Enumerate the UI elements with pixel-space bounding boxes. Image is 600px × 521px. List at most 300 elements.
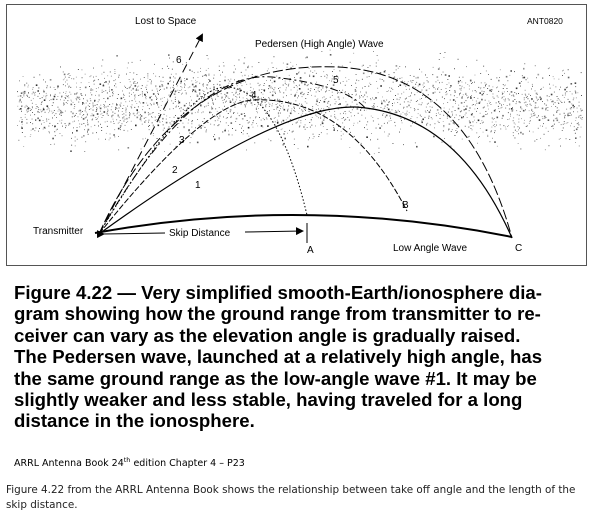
- ionosphere-speckle: [259, 117, 260, 118]
- ionosphere-speckle: [91, 126, 92, 127]
- ionosphere-speckle: [96, 109, 97, 110]
- ionosphere-speckle: [573, 111, 574, 112]
- ionosphere-speckle: [116, 87, 117, 88]
- ionosphere-speckle: [452, 114, 453, 115]
- ionosphere-speckle: [381, 101, 382, 102]
- ionosphere-speckle: [327, 129, 328, 130]
- ionosphere-speckle: [438, 113, 439, 114]
- ionosphere-speckle: [295, 111, 296, 112]
- ionosphere-speckle: [212, 100, 213, 101]
- ionosphere-speckle: [480, 73, 481, 74]
- ionosphere-speckle: [269, 85, 271, 87]
- ionosphere-speckle: [473, 126, 474, 127]
- ionosphere-speckle: [315, 96, 316, 97]
- ionosphere-speckle: [126, 109, 127, 110]
- ionosphere-speckle: [530, 95, 531, 96]
- ionosphere-speckle: [548, 119, 550, 121]
- ionosphere-speckle: [25, 117, 26, 118]
- ionosphere-speckle: [407, 111, 408, 112]
- ionosphere-speckle: [34, 130, 35, 131]
- ionosphere-speckle: [465, 114, 466, 115]
- ionosphere-speckle: [272, 82, 273, 83]
- ionosphere-speckle: [106, 107, 107, 108]
- ionosphere-speckle: [509, 104, 510, 105]
- ionosphere-speckle: [520, 106, 521, 107]
- ionosphere-speckle: [247, 102, 248, 103]
- ionosphere-speckle: [287, 117, 288, 118]
- ionosphere-speckle: [274, 81, 276, 83]
- ionosphere-speckle: [170, 92, 171, 93]
- ionosphere-speckle: [147, 85, 148, 86]
- ionosphere-speckle: [129, 87, 130, 88]
- ionosphere-speckle: [128, 147, 130, 149]
- ionosphere-speckle: [20, 99, 21, 100]
- ionosphere-speckle: [22, 132, 23, 133]
- ionosphere-speckle: [443, 121, 444, 122]
- ionosphere-speckle: [54, 96, 56, 98]
- ionosphere-speckle: [211, 107, 212, 108]
- ionosphere-speckle: [189, 133, 190, 134]
- ionosphere-speckle: [206, 87, 207, 88]
- ionosphere-speckle: [151, 81, 152, 82]
- ionosphere-speckle: [491, 91, 492, 92]
- ionosphere-speckle: [325, 91, 326, 92]
- ionosphere-speckle: [156, 97, 157, 98]
- ionosphere-speckle: [98, 87, 99, 88]
- ionosphere-speckle: [582, 110, 583, 111]
- ionosphere-speckle: [155, 96, 156, 97]
- ionosphere-speckle: [362, 88, 363, 89]
- ionosphere-speckle: [554, 124, 555, 125]
- ionosphere-speckle: [95, 117, 96, 118]
- ionosphere-speckle: [525, 102, 526, 103]
- ionosphere-speckle: [444, 138, 445, 139]
- ionosphere-speckle: [551, 94, 553, 96]
- ionosphere-speckle: [142, 96, 143, 97]
- ionosphere-speckle: [213, 104, 214, 105]
- ionosphere-speckle: [519, 115, 520, 116]
- ionosphere-speckle: [265, 99, 266, 100]
- ionosphere-speckle: [162, 121, 163, 122]
- ionosphere-speckle: [21, 127, 23, 129]
- ionosphere-speckle: [367, 77, 368, 78]
- ionosphere-speckle: [55, 94, 56, 95]
- ionosphere-speckle: [360, 97, 361, 98]
- ionosphere-speckle: [242, 85, 243, 86]
- ionosphere-speckle: [498, 102, 499, 103]
- ionosphere-speckle: [116, 104, 118, 106]
- ionosphere-speckle: [219, 124, 220, 125]
- ionosphere-speckle: [359, 98, 360, 99]
- ionosphere-speckle: [410, 75, 411, 76]
- ionosphere-speckle: [95, 95, 96, 96]
- ionosphere-speckle: [232, 99, 233, 100]
- ionosphere-speckle: [542, 126, 543, 127]
- ionosphere-speckle: [324, 118, 325, 119]
- ionosphere-speckle: [382, 115, 383, 116]
- ionosphere-speckle: [25, 107, 26, 108]
- ionosphere-speckle: [27, 95, 28, 96]
- ionosphere-speckle: [139, 115, 140, 116]
- ionosphere-speckle: [220, 116, 221, 117]
- ionosphere-speckle: [134, 95, 135, 96]
- ionosphere-speckle: [504, 96, 505, 97]
- ionosphere-speckle: [408, 101, 409, 102]
- ionosphere-speckle: [421, 104, 422, 105]
- ionosphere-speckle: [365, 86, 366, 87]
- ionosphere-speckle: [21, 111, 22, 112]
- ionosphere-speckle: [257, 97, 259, 99]
- ionosphere-speckle: [229, 88, 230, 89]
- ionosphere-speckle: [393, 143, 394, 144]
- ionosphere-speckle: [180, 81, 182, 83]
- ionosphere-speckle: [427, 77, 428, 78]
- ionosphere-speckle: [303, 126, 305, 128]
- ionosphere-speckle: [241, 132, 242, 133]
- ionosphere-speckle: [72, 113, 74, 115]
- ionosphere-speckle: [498, 106, 499, 107]
- ionosphere-speckle: [186, 118, 187, 119]
- ionosphere-speckle: [338, 96, 340, 98]
- ionosphere-speckle: [228, 79, 229, 80]
- ionosphere-speckle: [549, 96, 550, 97]
- lost-to-space-label: Lost to Space: [135, 16, 197, 27]
- ionosphere-speckle: [560, 114, 561, 115]
- ionosphere-speckle: [279, 99, 280, 100]
- ionosphere-speckle: [275, 117, 276, 118]
- ray-number-2: 2: [172, 165, 178, 176]
- ionosphere-speckle: [52, 138, 54, 140]
- ionosphere-speckle: [223, 117, 224, 118]
- ionosphere-speckle: [111, 109, 112, 110]
- ionosphere-speckle: [513, 135, 514, 136]
- ionosphere-speckle: [94, 101, 95, 102]
- ionosphere-speckle: [252, 74, 253, 75]
- ionosphere-speckle: [136, 83, 137, 84]
- ionosphere-speckle: [82, 104, 83, 105]
- ionosphere-speckle: [98, 139, 99, 140]
- ionosphere-speckle: [30, 134, 31, 135]
- ionosphere-speckle: [419, 84, 421, 86]
- ionosphere-speckle: [236, 97, 237, 98]
- ionosphere-speckle: [245, 75, 246, 76]
- ionosphere-speckle: [403, 108, 404, 109]
- ionosphere-speckle: [458, 119, 459, 120]
- ionosphere-speckle: [503, 125, 504, 126]
- ionosphere-speckle: [197, 81, 198, 82]
- ionosphere-speckle: [357, 104, 358, 105]
- ionosphere-speckle: [103, 84, 104, 85]
- ionosphere-speckle: [90, 92, 91, 93]
- ionosphere-speckle: [184, 87, 185, 88]
- ionosphere-speckle: [403, 112, 404, 113]
- ionosphere-speckle: [425, 111, 426, 112]
- ionosphere-speckle: [567, 114, 568, 115]
- ionosphere-speckle: [82, 111, 83, 112]
- ionosphere-speckle: [272, 95, 274, 97]
- ionosphere-speckle: [175, 115, 176, 116]
- ionosphere-speckle: [165, 110, 166, 111]
- ionosphere-speckle: [488, 109, 489, 110]
- ionosphere-speckle: [310, 71, 311, 72]
- ionosphere-speckle: [395, 125, 396, 126]
- ionosphere-speckle: [557, 100, 558, 101]
- ionosphere-speckle: [49, 131, 50, 132]
- ionosphere-speckle: [38, 107, 39, 108]
- ionosphere-speckle: [505, 85, 506, 86]
- ionosphere-speckle: [354, 100, 355, 101]
- ionosphere-speckle: [189, 105, 190, 106]
- ionosphere-speckle: [256, 116, 257, 117]
- ionosphere-speckle: [474, 97, 475, 98]
- ionosphere-speckle: [581, 110, 582, 111]
- ionosphere-speckle: [363, 73, 365, 75]
- ionosphere-speckle: [460, 111, 461, 112]
- ionosphere-speckle: [352, 94, 353, 95]
- ionosphere-speckle: [148, 112, 149, 113]
- source-prefix: ARRL Antenna Book 24: [14, 458, 124, 470]
- ionosphere-speckle: [509, 75, 510, 76]
- ionosphere-speckle: [481, 120, 482, 121]
- ionosphere-speckle: [135, 95, 136, 96]
- ionosphere-speckle: [387, 91, 388, 92]
- ionosphere-speckle: [280, 92, 281, 93]
- ionosphere-speckle: [395, 112, 396, 113]
- ionosphere-speckle: [147, 76, 148, 77]
- ionosphere-speckle: [68, 125, 69, 126]
- ionosphere-speckle: [537, 100, 538, 101]
- ionosphere-speckle: [542, 101, 543, 102]
- ionosphere-speckle: [321, 89, 322, 90]
- ionosphere-speckle: [564, 73, 565, 74]
- ionosphere-speckle: [208, 122, 209, 123]
- ionosphere-speckle: [267, 119, 268, 120]
- ionosphere-speckle: [85, 141, 86, 142]
- ionosphere-speckle: [536, 97, 537, 98]
- ionosphere-speckle: [460, 85, 461, 86]
- ionosphere-speckle: [197, 94, 198, 95]
- ionosphere-speckle: [574, 130, 575, 131]
- ionosphere-speckle: [170, 144, 171, 145]
- ionosphere-speckle: [299, 88, 301, 90]
- ionosphere-speckle: [410, 81, 411, 82]
- ionosphere-speckle: [192, 120, 193, 121]
- ionosphere-speckle: [224, 106, 225, 107]
- ionosphere-speckle: [343, 81, 344, 82]
- ionosphere-speckle: [124, 99, 125, 100]
- ionosphere-speckle: [523, 110, 525, 112]
- ionosphere-speckle: [107, 126, 108, 127]
- ionosphere-speckle: [280, 113, 281, 114]
- ionosphere-speckle: [382, 79, 383, 80]
- ionosphere-speckle: [65, 111, 66, 112]
- ionosphere-speckle: [499, 111, 500, 112]
- ionosphere-speckle: [28, 92, 29, 93]
- ionosphere-speckle: [32, 119, 33, 120]
- ionosphere-speckle: [32, 103, 33, 104]
- ionosphere-speckle: [87, 122, 88, 123]
- ionosphere-speckle: [380, 85, 382, 87]
- ionosphere-speckle: [580, 115, 581, 116]
- ionosphere-speckle: [426, 112, 427, 113]
- ray-number-1: 1: [195, 180, 201, 191]
- ionosphere-speckle: [57, 87, 58, 88]
- ionosphere-speckle: [553, 85, 554, 86]
- ionosphere-speckle: [329, 90, 330, 91]
- ionosphere-speckle: [462, 139, 463, 140]
- ionosphere-speckle: [76, 87, 77, 88]
- ionosphere-speckle: [439, 68, 440, 69]
- ionosphere-speckle: [147, 92, 148, 93]
- ionosphere-speckle: [470, 97, 472, 99]
- ionosphere-speckle: [408, 81, 409, 82]
- ionosphere-speckle: [301, 104, 302, 105]
- ionosphere-speckle: [185, 90, 186, 91]
- ionosphere-speckle: [387, 104, 389, 106]
- ionosphere-speckle: [202, 84, 203, 85]
- ionosphere-speckle: [419, 69, 420, 70]
- ionosphere-speckle: [399, 66, 400, 67]
- ionosphere-speckle: [101, 127, 102, 128]
- ionosphere-speckle: [140, 118, 142, 120]
- ionosphere-speckle: [159, 76, 160, 77]
- ionosphere-speckle: [491, 112, 492, 113]
- ray-number-5: 5: [333, 75, 339, 86]
- ionosphere-speckle: [450, 100, 451, 101]
- ionosphere-speckle: [277, 120, 278, 121]
- ionosphere-speckle: [351, 116, 352, 117]
- ionosphere-speckle: [498, 108, 499, 109]
- ionosphere-speckle: [87, 132, 88, 133]
- ionosphere-speckle: [107, 109, 108, 110]
- ionosphere-speckle: [265, 106, 266, 107]
- ionosphere-speckle: [551, 101, 552, 102]
- ionosphere-speckle: [189, 103, 190, 104]
- ionosphere-speckle: [504, 85, 505, 86]
- ionosphere-speckle: [356, 80, 357, 81]
- ionosphere-speckle: [540, 125, 541, 126]
- ionosphere-speckle: [135, 101, 136, 102]
- ionosphere-speckle: [136, 89, 138, 91]
- ionosphere-speckle: [36, 84, 38, 86]
- ionosphere-speckle: [320, 118, 321, 119]
- ionosphere-speckle: [65, 98, 66, 99]
- ionosphere-speckle: [376, 63, 377, 64]
- ionosphere-speckle: [396, 112, 398, 114]
- ionosphere-speckle: [181, 107, 182, 108]
- ionosphere-speckle: [483, 122, 484, 123]
- ionosphere-speckle: [120, 82, 121, 83]
- ionosphere-speckle: [286, 119, 287, 120]
- ionosphere-speckle: [342, 66, 343, 67]
- ionosphere-speckle: [467, 84, 468, 85]
- ionosphere-speckle: [520, 86, 521, 87]
- ionosphere-speckle: [39, 93, 40, 94]
- ionosphere-speckle: [168, 100, 169, 101]
- ionosphere-speckle: [169, 127, 170, 128]
- ionosphere-speckle: [155, 86, 156, 87]
- ionosphere-speckle: [41, 102, 42, 103]
- ionosphere-speckle: [532, 84, 533, 85]
- ionosphere-speckle: [334, 69, 335, 70]
- ionosphere-speckle: [42, 111, 43, 112]
- ionosphere-speckle: [57, 123, 58, 124]
- ionosphere-speckle: [387, 123, 388, 124]
- ionosphere-speckle: [483, 66, 484, 67]
- ionosphere-speckle: [418, 113, 419, 114]
- ionosphere-speckle: [114, 69, 115, 70]
- ionosphere-speckle: [293, 131, 294, 132]
- ionosphere-speckle: [311, 119, 312, 120]
- ionosphere-speckle: [179, 108, 180, 109]
- ionosphere-speckle: [191, 113, 193, 115]
- ionosphere-speckle: [178, 103, 179, 104]
- ionosphere-diagram: [7, 5, 588, 267]
- ionosphere-speckle: [232, 92, 233, 93]
- ionosphere-speckle: [35, 128, 36, 129]
- ionosphere-speckle: [48, 119, 49, 120]
- ionosphere-speckle: [154, 103, 155, 104]
- ionosphere-speckle: [299, 108, 300, 109]
- ionosphere-speckle: [447, 116, 448, 117]
- ionosphere-speckle: [234, 103, 235, 104]
- ionosphere-speckle: [487, 136, 488, 137]
- ionosphere-speckle: [105, 122, 106, 123]
- ionosphere-speckle: [475, 105, 476, 106]
- ionosphere-speckle: [158, 107, 159, 108]
- ionosphere-speckle: [445, 74, 447, 76]
- ionosphere-speckle: [364, 127, 365, 128]
- ionosphere-speckle: [133, 79, 134, 80]
- ionosphere-speckle: [320, 124, 321, 125]
- ionosphere-speckle: [503, 84, 504, 85]
- ionosphere-speckle: [90, 108, 91, 109]
- ionosphere-speckle: [410, 118, 411, 119]
- ionosphere-speckle: [495, 126, 496, 127]
- ionosphere-speckle: [226, 122, 227, 123]
- ionosphere-speckle: [343, 117, 344, 118]
- ionosphere-speckle: [169, 117, 170, 118]
- ionosphere-speckle: [384, 132, 385, 133]
- ionosphere-speckle: [125, 119, 126, 120]
- ionosphere-speckle: [174, 93, 176, 95]
- ionosphere-speckle: [180, 83, 181, 84]
- ionosphere-speckle: [55, 89, 56, 90]
- ionosphere-speckle: [392, 89, 393, 90]
- ionosphere-speckle: [570, 102, 571, 103]
- ionosphere-speckle: [162, 98, 163, 99]
- ionosphere-speckle: [337, 130, 338, 131]
- ionosphere-speckle: [78, 98, 79, 99]
- ionosphere-speckle: [270, 80, 271, 81]
- ionosphere-speckle: [83, 98, 84, 99]
- ionosphere-speckle: [152, 90, 153, 91]
- ionosphere-speckle: [103, 98, 104, 99]
- ionosphere-speckle: [250, 84, 251, 85]
- ionosphere-speckle: [373, 51, 374, 52]
- ionosphere-speckle: [569, 139, 570, 140]
- ionosphere-speckle: [468, 97, 469, 98]
- ionosphere-speckle: [487, 94, 488, 95]
- ionosphere-speckle: [166, 116, 167, 117]
- ionosphere-speckle: [94, 80, 95, 81]
- ionosphere-speckle: [527, 125, 528, 126]
- ionosphere-speckle: [53, 112, 54, 113]
- ionosphere-speckle: [528, 82, 529, 83]
- ionosphere-speckle: [115, 83, 116, 84]
- ionosphere-speckle: [553, 76, 554, 77]
- ionosphere-speckle: [416, 101, 417, 102]
